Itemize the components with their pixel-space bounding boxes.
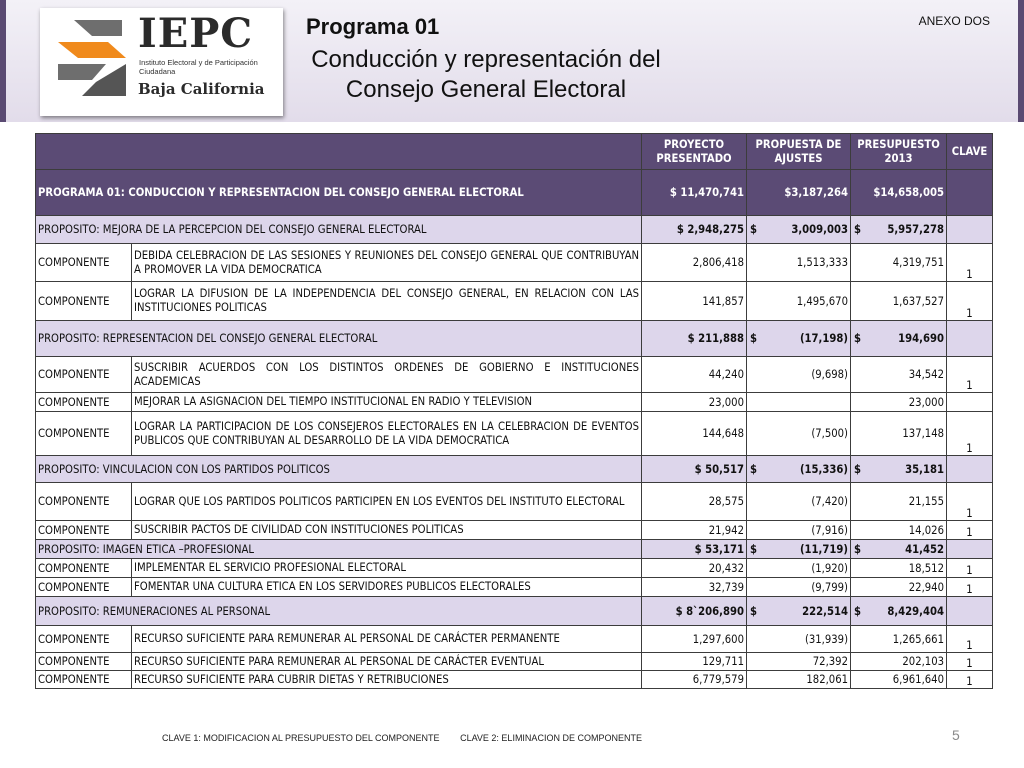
presupuesto-value xyxy=(851,321,947,357)
clave-value: 1 xyxy=(947,626,993,653)
componente-tag: COMPONENTE xyxy=(36,483,132,521)
program-proyecto: $ 11,470,741 xyxy=(642,170,747,216)
footer-clave1: CLAVE 1: MODIFICACION AL PRESUPUESTO DEL COMPONENTE xyxy=(162,733,440,743)
propuesta-value xyxy=(747,393,851,412)
proyecto-value: 2,806,418 xyxy=(642,244,747,282)
componente-tag: COMPONENTE xyxy=(36,244,132,282)
componente-tag: COMPONENTE xyxy=(36,671,132,689)
amount: 222,514 xyxy=(802,604,848,618)
componente-tag: COMPONENTE xyxy=(36,626,132,653)
program-row xyxy=(36,170,993,216)
program-label: PROGRAMA 01: CONDUCCION Y REPRESENTACION DEL CONSEJO GENERAL ELECTORAL xyxy=(36,170,642,216)
proyecto-value: 20,432 xyxy=(642,559,747,578)
componente-description: RECURSO SUFICIENTE PARA REMUNERAR AL PERSONAL DE CARÁCTER PERMANENTE xyxy=(132,626,642,653)
currency-symbol: $ xyxy=(750,542,758,556)
footer-clave2: CLAVE 2: ELIMINACION DE COMPONENTE xyxy=(460,733,642,743)
propuesta-value xyxy=(747,216,851,244)
col-propuesta-header: PROPUESTA DE AJUSTES xyxy=(747,134,851,170)
componente-row xyxy=(36,357,993,393)
propuesta-value: (1,920) xyxy=(747,559,851,578)
propuesta-value xyxy=(747,321,851,357)
currency-symbol: $ xyxy=(750,223,758,236)
propuesta-value: 1,513,333 xyxy=(747,244,851,282)
componente-tag: COMPONENTE xyxy=(36,393,132,412)
propuesta-value: (31,939) xyxy=(747,626,851,653)
clave-value: 1 xyxy=(947,578,993,597)
currency-symbol: $ xyxy=(750,462,758,476)
proyecto-value: $ 8`206,890 xyxy=(642,597,747,626)
propuesta-value xyxy=(747,456,851,483)
componente-row xyxy=(36,559,993,578)
proyecto-value: 1,297,600 xyxy=(642,626,747,653)
col-presupuesto-header: PRESUPUESTO 2013 xyxy=(851,134,947,170)
amount: (17,198) xyxy=(799,332,848,345)
presupuesto-value: 202,103 xyxy=(851,653,947,671)
col-proyecto-header: PROYECTO PRESENTADO xyxy=(642,134,747,170)
amount: 8,429,404 xyxy=(887,604,944,618)
componente-row xyxy=(36,653,993,671)
propuesta-value xyxy=(747,597,851,626)
currency-symbol: $ xyxy=(854,542,862,556)
clave-value: 1 xyxy=(947,483,993,521)
program-title: Programa 01 xyxy=(306,14,440,39)
componente-row xyxy=(36,393,993,412)
proyecto-value: 23,000 xyxy=(642,393,747,412)
proyecto-value: 144,648 xyxy=(642,412,747,456)
currency-symbol: $ xyxy=(750,332,758,345)
componente-row xyxy=(36,671,993,689)
budget-table xyxy=(35,133,993,689)
amount: 41,452 xyxy=(905,542,944,556)
presupuesto-value xyxy=(851,540,947,559)
presupuesto-value: 23,000 xyxy=(851,393,947,412)
amount: (15,336) xyxy=(799,462,848,476)
componente-description: RECURSO SUFICIENTE PARA REMUNERAR AL PERSONAL DE CARÁCTER EVENTUAL xyxy=(132,653,642,671)
table-header-row xyxy=(36,134,993,170)
presupuesto-value xyxy=(851,456,947,483)
currency-symbol: $ xyxy=(854,462,862,476)
proposito-label: PROPOSITO: MEJORA DE LA PERCEPCION DEL CONSEJO GENERAL ELECTORAL xyxy=(36,216,642,244)
propuesta-value: (7,420) xyxy=(747,483,851,521)
annex-label: ANEXO DOS xyxy=(918,14,990,28)
clave-value: 1 xyxy=(947,521,993,540)
presupuesto-value: 21,155 xyxy=(851,483,947,521)
propuesta-value: 182,061 xyxy=(747,671,851,689)
proposito-label: PROPOSITO: IMAGEN ETICA –PROFESIONAL xyxy=(36,540,642,559)
componente-description: LOGRAR QUE LOS PARTIDOS POLITICOS PARTICIPEN EN LOS EVENTOS DEL INSTITUTO ELECTORAL xyxy=(132,483,642,521)
componente-tag: COMPONENTE xyxy=(36,412,132,456)
componente-row xyxy=(36,244,993,282)
componente-tag: COMPONENTE xyxy=(36,578,132,597)
proposito-row xyxy=(36,540,993,559)
clave-value: 1 xyxy=(947,282,993,321)
presupuesto-value: 18,512 xyxy=(851,559,947,578)
logo-name: IEPC xyxy=(138,10,254,57)
clave-value xyxy=(947,597,993,626)
presupuesto-value: 4,319,751 xyxy=(851,244,947,282)
clave-value: 1 xyxy=(947,357,993,393)
componente-row xyxy=(36,483,993,521)
componente-row xyxy=(36,626,993,653)
proyecto-value: 21,942 xyxy=(642,521,747,540)
componente-description: MEJORAR LA ASIGNACION DEL TIEMPO INSTITUCIONAL EN RADIO Y TELEVISION xyxy=(132,393,642,412)
proyecto-value: $ 53,171 xyxy=(642,540,747,559)
amount: 5,957,278 xyxy=(887,223,944,236)
proposito-row xyxy=(36,216,993,244)
proyecto-value: $ 50,517 xyxy=(642,456,747,483)
right-accent-bar xyxy=(1018,0,1024,122)
componente-tag: COMPONENTE xyxy=(36,559,132,578)
componente-row xyxy=(36,521,993,540)
col-clave-header: CLAVE xyxy=(947,134,993,170)
program-presupuesto: $14,658,005 xyxy=(851,170,947,216)
proyecto-value: $ 2,948,275 xyxy=(642,216,747,244)
componente-description: LOGRAR LA PARTICIPACION DE LOS CONSEJEROS ELECTORALES EN LA CELEBRACION DE EVENTOS PUBLICOS QUE CONTRIBUYAN AL DESARROLLO DE LA VIDA DEMOCRATICA xyxy=(132,412,642,456)
logo-state: Baja California xyxy=(138,80,265,98)
proyecto-value: 44,240 xyxy=(642,357,747,393)
currency-symbol: $ xyxy=(854,332,862,345)
componente-description: IMPLEMENTAR EL SERVICIO PROFESIONAL ELECTORAL xyxy=(132,559,642,578)
proposito-row xyxy=(36,597,993,626)
currency-symbol: $ xyxy=(854,223,862,236)
currency-symbol: $ xyxy=(854,604,862,618)
clave-value xyxy=(947,540,993,559)
program-clave xyxy=(947,170,993,216)
currency-symbol: $ xyxy=(750,604,758,618)
presupuesto-value: 137,148 xyxy=(851,412,947,456)
program-propuesta: $3,187,264 xyxy=(747,170,851,216)
proposito-label: PROPOSITO: REPRESENTACION DEL CONSEJO GENERAL ELECTORAL xyxy=(36,321,642,357)
componente-description: DEBIDA CELEBRACION DE LAS SESIONES Y REUNIONES DEL CONSEJO GENERAL QUE CONTRIBUYAN A PROMOVER LA VIDA DEMOCRATICA xyxy=(132,244,642,282)
footer-notes xyxy=(162,733,660,743)
presupuesto-value: 34,542 xyxy=(851,357,947,393)
clave-value xyxy=(947,456,993,483)
proposito-row xyxy=(36,321,993,357)
clave-value xyxy=(947,393,993,412)
proyecto-value: 129,711 xyxy=(642,653,747,671)
componente-description: LOGRAR LA DIFUSION DE LA INDEPENDENCIA DEL CONSEJO GENERAL, EN RELACION CON LAS INSTITUCIONES POLITICAS xyxy=(132,282,642,321)
proyecto-value: 6,779,579 xyxy=(642,671,747,689)
proposito-row xyxy=(36,456,993,483)
componente-row xyxy=(36,282,993,321)
componente-description: SUSCRIBIR PACTOS DE CIVILIDAD CON INSTITUCIONES POLITICAS xyxy=(132,521,642,540)
componente-description: RECURSO SUFICIENTE PARA CUBRIR DIETAS Y RETRIBUCIONES xyxy=(132,671,642,689)
propuesta-value: 1,495,670 xyxy=(747,282,851,321)
program-subtitle: Conducción y representación del Consejo General Electoral xyxy=(311,46,661,103)
componente-description: FOMENTAR UNA CULTURA ETICA EN LOS SERVIDORES PUBLICOS ELECTORALES xyxy=(132,578,642,597)
iepc-logo xyxy=(40,8,283,116)
propuesta-value xyxy=(747,540,851,559)
propuesta-value: (7,500) xyxy=(747,412,851,456)
componente-tag: COMPONENTE xyxy=(36,653,132,671)
componente-tag: COMPONENTE xyxy=(36,521,132,540)
presupuesto-value xyxy=(851,597,947,626)
clave-value: 1 xyxy=(947,653,993,671)
header-blank xyxy=(36,134,642,170)
componente-row xyxy=(36,412,993,456)
proyecto-value: $ 211,888 xyxy=(642,321,747,357)
iepc-emblem-icon xyxy=(52,16,132,98)
amount: (11,719) xyxy=(799,542,848,556)
presupuesto-value: 1,265,661 xyxy=(851,626,947,653)
clave-value: 1 xyxy=(947,244,993,282)
proposito-label: PROPOSITO: VINCULACION CON LOS PARTIDOS POLITICOS xyxy=(36,456,642,483)
propuesta-value: (9,698) xyxy=(747,357,851,393)
presupuesto-value: 14,026 xyxy=(851,521,947,540)
proposito-label: PROPOSITO: REMUNERACIONES AL PERSONAL xyxy=(36,597,642,626)
left-accent-bar xyxy=(0,0,6,122)
componente-row xyxy=(36,578,993,597)
clave-value xyxy=(947,321,993,357)
propuesta-value: 72,392 xyxy=(747,653,851,671)
page-number: 5 xyxy=(952,727,960,743)
componente-tag: COMPONENTE xyxy=(36,282,132,321)
amount: 35,181 xyxy=(905,462,944,476)
clave-value: 1 xyxy=(947,671,993,689)
proyecto-value: 32,739 xyxy=(642,578,747,597)
presupuesto-value: 6,961,640 xyxy=(851,671,947,689)
presupuesto-value: 1,637,527 xyxy=(851,282,947,321)
clave-value: 1 xyxy=(947,559,993,578)
componente-tag: COMPONENTE xyxy=(36,357,132,393)
clave-value xyxy=(947,216,993,244)
presupuesto-value: 22,940 xyxy=(851,578,947,597)
proyecto-value: 28,575 xyxy=(642,483,747,521)
propuesta-value: (7,916) xyxy=(747,521,851,540)
presupuesto-value xyxy=(851,216,947,244)
amount: 3,009,003 xyxy=(791,223,848,236)
propuesta-value: (9,799) xyxy=(747,578,851,597)
componente-description: SUSCRIBIR ACUERDOS CON LOS DISTINTOS ORDENES DE GOBIERNO E INSTITUCIONES ACADEMICAS xyxy=(132,357,642,393)
amount: 194,690 xyxy=(898,332,944,345)
clave-value: 1 xyxy=(947,412,993,456)
logo-subtitle: Instituto Electoral y de Participación Ciudadana xyxy=(139,58,258,76)
proyecto-value: 141,857 xyxy=(642,282,747,321)
